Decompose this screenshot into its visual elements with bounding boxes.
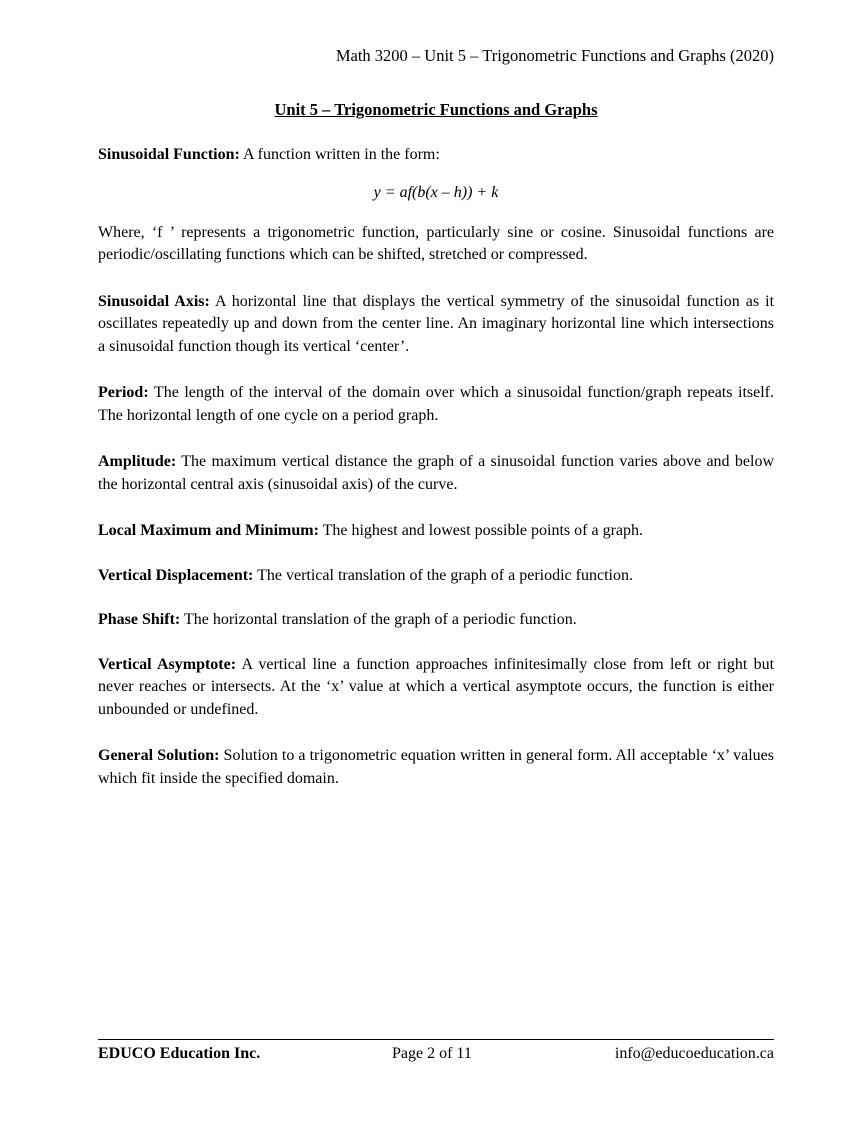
footer-company: EDUCO Education Inc. — [98, 1045, 261, 1062]
definition-term: Sinusoidal Axis: — [98, 292, 210, 310]
definition-period — [98, 382, 774, 427]
page-title: Unit 5 – Trigonometric Functions and Graphs — [274, 100, 598, 119]
running-header: Math 3200 – Unit 5 – Trigonometric Functions and Graphs (2020) — [335, 46, 774, 65]
definition-where-text: Where, ‘f ’ represents a trigonometric function, particularly sine or cosine. Sinusoidal functions are periodic/oscillating functions which can be shifted, stretched or compressed. — [98, 223, 774, 263]
definition-vertical-asymptote — [98, 654, 774, 722]
definition-sinusoidal-axis — [98, 291, 774, 359]
definition-text: The length of the interval of the domain over which a sinusoidal function/graph repeats itself. The horizontal length of one cycle on a period graph. — [98, 384, 774, 424]
definition-sinusoidal-function — [98, 144, 774, 167]
definition-term: Sinusoidal Function: — [98, 146, 240, 163]
definition-general-solution — [98, 745, 774, 790]
sinusoidal-formula: y = af(b(x – h)) + k — [373, 183, 499, 201]
document-page — [98, 0, 774, 1130]
definition-text: Solution to a trigonometric equation written in general form. All acceptable ‘x’ values which fit inside the specified domain. — [98, 747, 775, 787]
definition-term: Vertical Displacement: — [98, 566, 254, 584]
definition-text: The vertical translation of the graph of a periodic function. — [257, 566, 633, 584]
definition-text: The highest and lowest possible points of a graph. — [322, 522, 643, 539]
definition-text: A horizontal line that displays the vertical symmetry of the sinusoidal function as it oscillates repeatedly up and down from the center line. An imaginary horizontal line which intersections a sinusoidal function though its vertical ‘center’. — [98, 292, 775, 355]
definition-term: Phase Shift: — [98, 611, 181, 628]
definition-term: Period: — [98, 384, 149, 401]
definition-text: The maximum vertical distance the graph of a sinusoidal function varies above and below the horizontal central axis (sinusoidal axis) of the curve. — [98, 453, 774, 493]
definition-text: The horizontal translation of the graph of a periodic function. — [183, 611, 577, 628]
definition-term: General Solution: — [98, 747, 220, 764]
footer-divider — [98, 1039, 774, 1040]
definition-phase-shift — [98, 609, 774, 632]
page-footer — [98, 1042, 774, 1066]
definition-term: Amplitude: — [98, 453, 177, 470]
definitions-list — [98, 144, 774, 790]
definition-term: Vertical Asymptote: — [98, 655, 237, 673]
definition-local-max-min — [98, 520, 774, 543]
definition-text: A vertical line a function approaches infinitesimally close from left or right but never reaches or intersects. At the ‘x’ value at which a vertical asymptote occurs, the function is either unbounded or undefined. — [98, 655, 775, 718]
definition-vertical-displacement — [98, 565, 774, 588]
footer-page-number: Page 2 of 11 — [392, 1045, 472, 1062]
definition-amplitude — [98, 451, 774, 496]
footer-email: info@educoeducation.ca — [614, 1045, 774, 1062]
definition-term: Local Maximum and Minimum: — [98, 522, 319, 539]
definition-text: A function written in the form: — [242, 146, 440, 163]
